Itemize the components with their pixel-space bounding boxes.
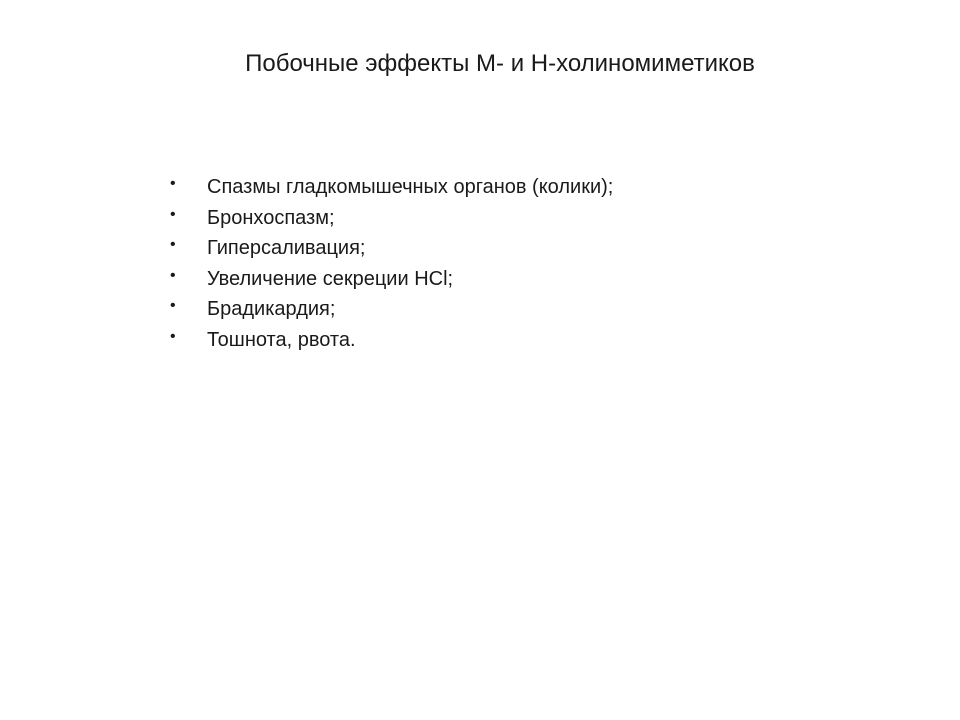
- list-item-text: Увеличение секреции HCl;: [207, 267, 454, 290]
- list-item-text: Бронхоспазм;: [207, 206, 335, 229]
- slide-title: Побочные эффекты М- и Н-холиномиметиков: [245, 50, 755, 77]
- list-item: [170, 172, 613, 203]
- list-item: [170, 203, 613, 234]
- list-item: [170, 233, 613, 264]
- list-item: [170, 294, 613, 325]
- bullet-icon: •: [170, 205, 176, 223]
- bullet-icon: •: [170, 266, 176, 284]
- list-item-text: Гиперсаливация;: [207, 237, 366, 259]
- list-item-text: Тошнота, рвота.: [207, 328, 356, 351]
- bullet-icon: •: [170, 297, 176, 314]
- list-item: [170, 325, 613, 356]
- list-item-text: Спазмы гладкомышечных органов (колики);: [207, 176, 614, 198]
- bullet-icon: •: [170, 327, 176, 345]
- bullet-icon: •: [170, 236, 176, 253]
- bullet-list: [170, 172, 613, 355]
- list-item: [170, 264, 613, 295]
- list-item-text: Брадикардия;: [207, 298, 336, 320]
- bullet-icon: •: [170, 175, 176, 192]
